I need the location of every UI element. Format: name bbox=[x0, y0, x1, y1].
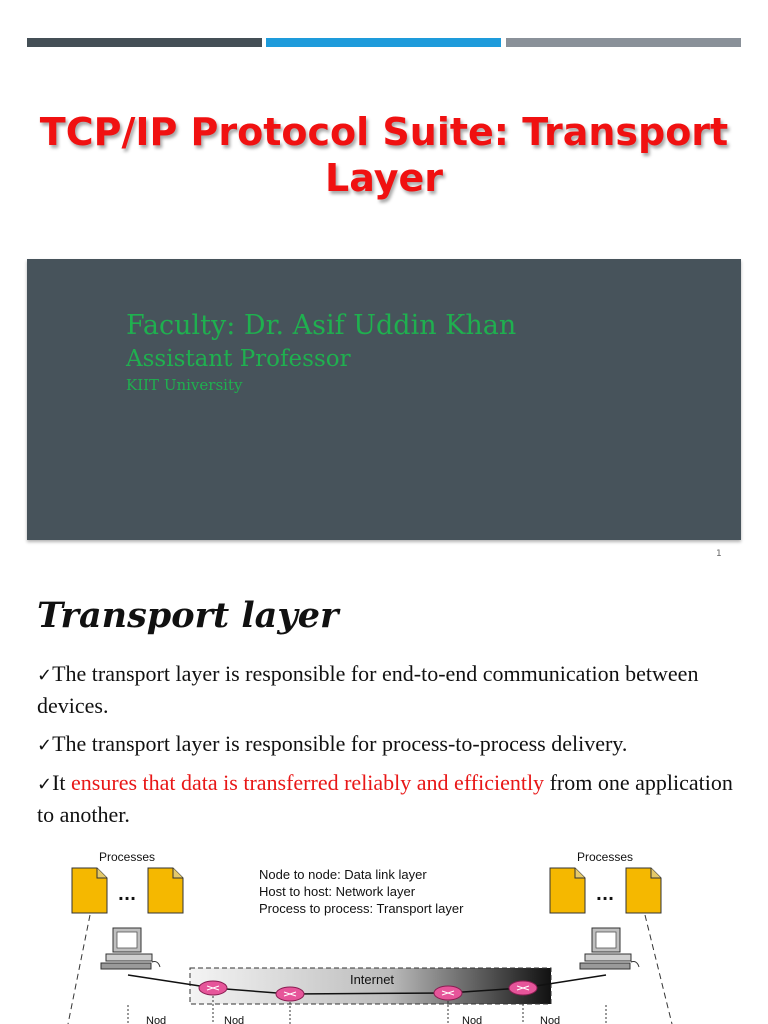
document-icon bbox=[72, 868, 107, 913]
legend-node-to-node: Node to node: Data link layer bbox=[259, 867, 427, 882]
node-label: Nod bbox=[146, 1015, 167, 1024]
document-icon bbox=[550, 868, 585, 913]
right-dashed-line bbox=[645, 915, 672, 1024]
legend-process-to-process: Process to process: Transport layer bbox=[259, 901, 464, 916]
left-processes-label: Processes bbox=[98, 850, 156, 864]
accent-bar-dark bbox=[27, 38, 262, 47]
faculty-position: Assistant Professor bbox=[126, 346, 351, 372]
transport-layer-diagram bbox=[0, 843, 768, 1024]
node-label: Nod bbox=[224, 1015, 245, 1024]
router-icon bbox=[509, 981, 537, 995]
bullet-3-after: from one application to another. bbox=[37, 770, 733, 827]
computer-icon bbox=[580, 928, 639, 969]
bullet-2 bbox=[37, 729, 747, 761]
node-label: Nod bbox=[462, 1015, 483, 1024]
ellipsis: ... bbox=[117, 885, 137, 904]
check-icon: ✓ bbox=[37, 774, 53, 795]
page-number: 1 bbox=[716, 549, 722, 559]
bullet-1 bbox=[37, 659, 747, 721]
bullet-3-highlight: ensures that data is transferred reliably and efficiently bbox=[71, 770, 545, 795]
accent-bar-gray bbox=[506, 38, 741, 47]
router-icon bbox=[276, 987, 304, 1001]
check-icon: ✓ bbox=[37, 665, 53, 686]
node-label: Nod bbox=[540, 1015, 561, 1024]
router-icon bbox=[434, 986, 462, 1000]
bullet-1-text: The transport layer is responsible for end-to-end communication between devices. bbox=[37, 661, 699, 718]
ellipsis: ... bbox=[595, 885, 615, 904]
router-icon bbox=[199, 981, 227, 995]
right-processes-label: Processes bbox=[576, 850, 634, 864]
check-icon: ✓ bbox=[37, 735, 53, 756]
faculty-university: KIIT University bbox=[126, 376, 243, 394]
slide-title: TCP/IP Protocol Suite: Transport Layer bbox=[39, 110, 729, 200]
legend-host-to-host: Host to host: Network layer bbox=[259, 884, 416, 899]
slide-2 bbox=[0, 568, 768, 1024]
bullet-3 bbox=[37, 768, 747, 830]
bullet-2-text: The transport layer is responsible for process-to-process delivery. bbox=[52, 731, 628, 756]
link-line bbox=[290, 993, 448, 994]
bullet-3-before: It bbox=[52, 770, 72, 795]
faculty-panel bbox=[27, 259, 741, 540]
accent-bar-blue bbox=[266, 38, 501, 47]
document-icon bbox=[148, 868, 183, 913]
faculty-name: Faculty: Dr. Asif Uddin Khan bbox=[126, 310, 517, 341]
internet-label: Internet bbox=[349, 972, 395, 987]
document-icon bbox=[626, 868, 661, 913]
computer-icon bbox=[101, 928, 160, 969]
left-dashed-line bbox=[68, 915, 90, 1024]
section-heading: Transport layer bbox=[37, 595, 339, 636]
